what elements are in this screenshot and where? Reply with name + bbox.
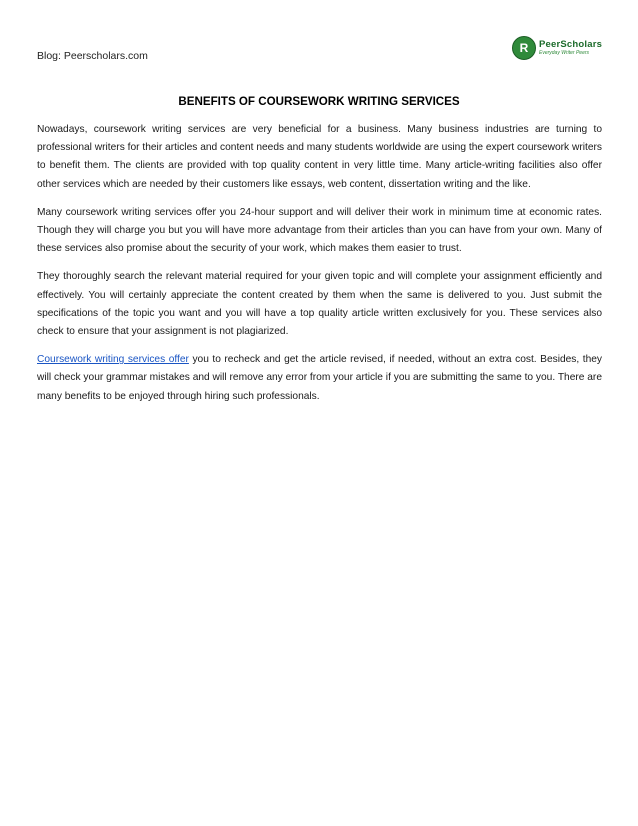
document-body (37, 121, 602, 416)
logo-text (539, 40, 602, 57)
paragraph-1: Nowadays, coursework writing services are very beneficial for a business. Many business industries are turning to professional writers for their articles and content needs and many students worldwide are using the expert coursework writers to benefit them. The clients are provided with top quality content in very little time. Many article-writing facilities also offer other services which are needed by their customers like essays, web content, dissertation writing and the like. (37, 124, 602, 190)
logo-mark-icon: R (512, 36, 536, 60)
logo-name: PeerScholars (539, 38, 603, 50)
blog-label: Blog: Peerscholars.com (37, 50, 148, 62)
paragraph-2: Many coursework writing services offer you 24-hour support and will deliver their work in minimum time at economic rates. Though they will charge you but you will have more advantage from their articles than you can have from your own. Many of these services also promise about the security of your work, which makes them easier to trust. (37, 206, 602, 255)
document-title: BENEFITS OF COURSEWORK WRITING SERVICES (178, 95, 460, 108)
logo-tagline: Everyday Writer Peers (539, 50, 590, 57)
paragraph-4 (37, 351, 602, 406)
peerscholars-logo[interactable] (512, 34, 608, 62)
paragraph-3: They thoroughly search the relevant material required for your given topic and will complete your assignment efficiently and effectively. You will certainly appreciate the content created by them when the same is delivered to you. Just submit the specifications of the topic you want and you will have a top quality article written exclusively for you. These services also check to ensure that your assignment is not plagiarized. (37, 271, 602, 338)
paragraph-4-text: you to recheck and get the article revised, if needed, without an extra cost. Besides, they will check your grammar mistakes and will remove any error from your article if you are submitting the same to you. There are many benefits to be enjoyed through hiring such professionals. (37, 354, 603, 402)
coursework-services-link[interactable]: Coursework writing services offer (37, 354, 189, 366)
